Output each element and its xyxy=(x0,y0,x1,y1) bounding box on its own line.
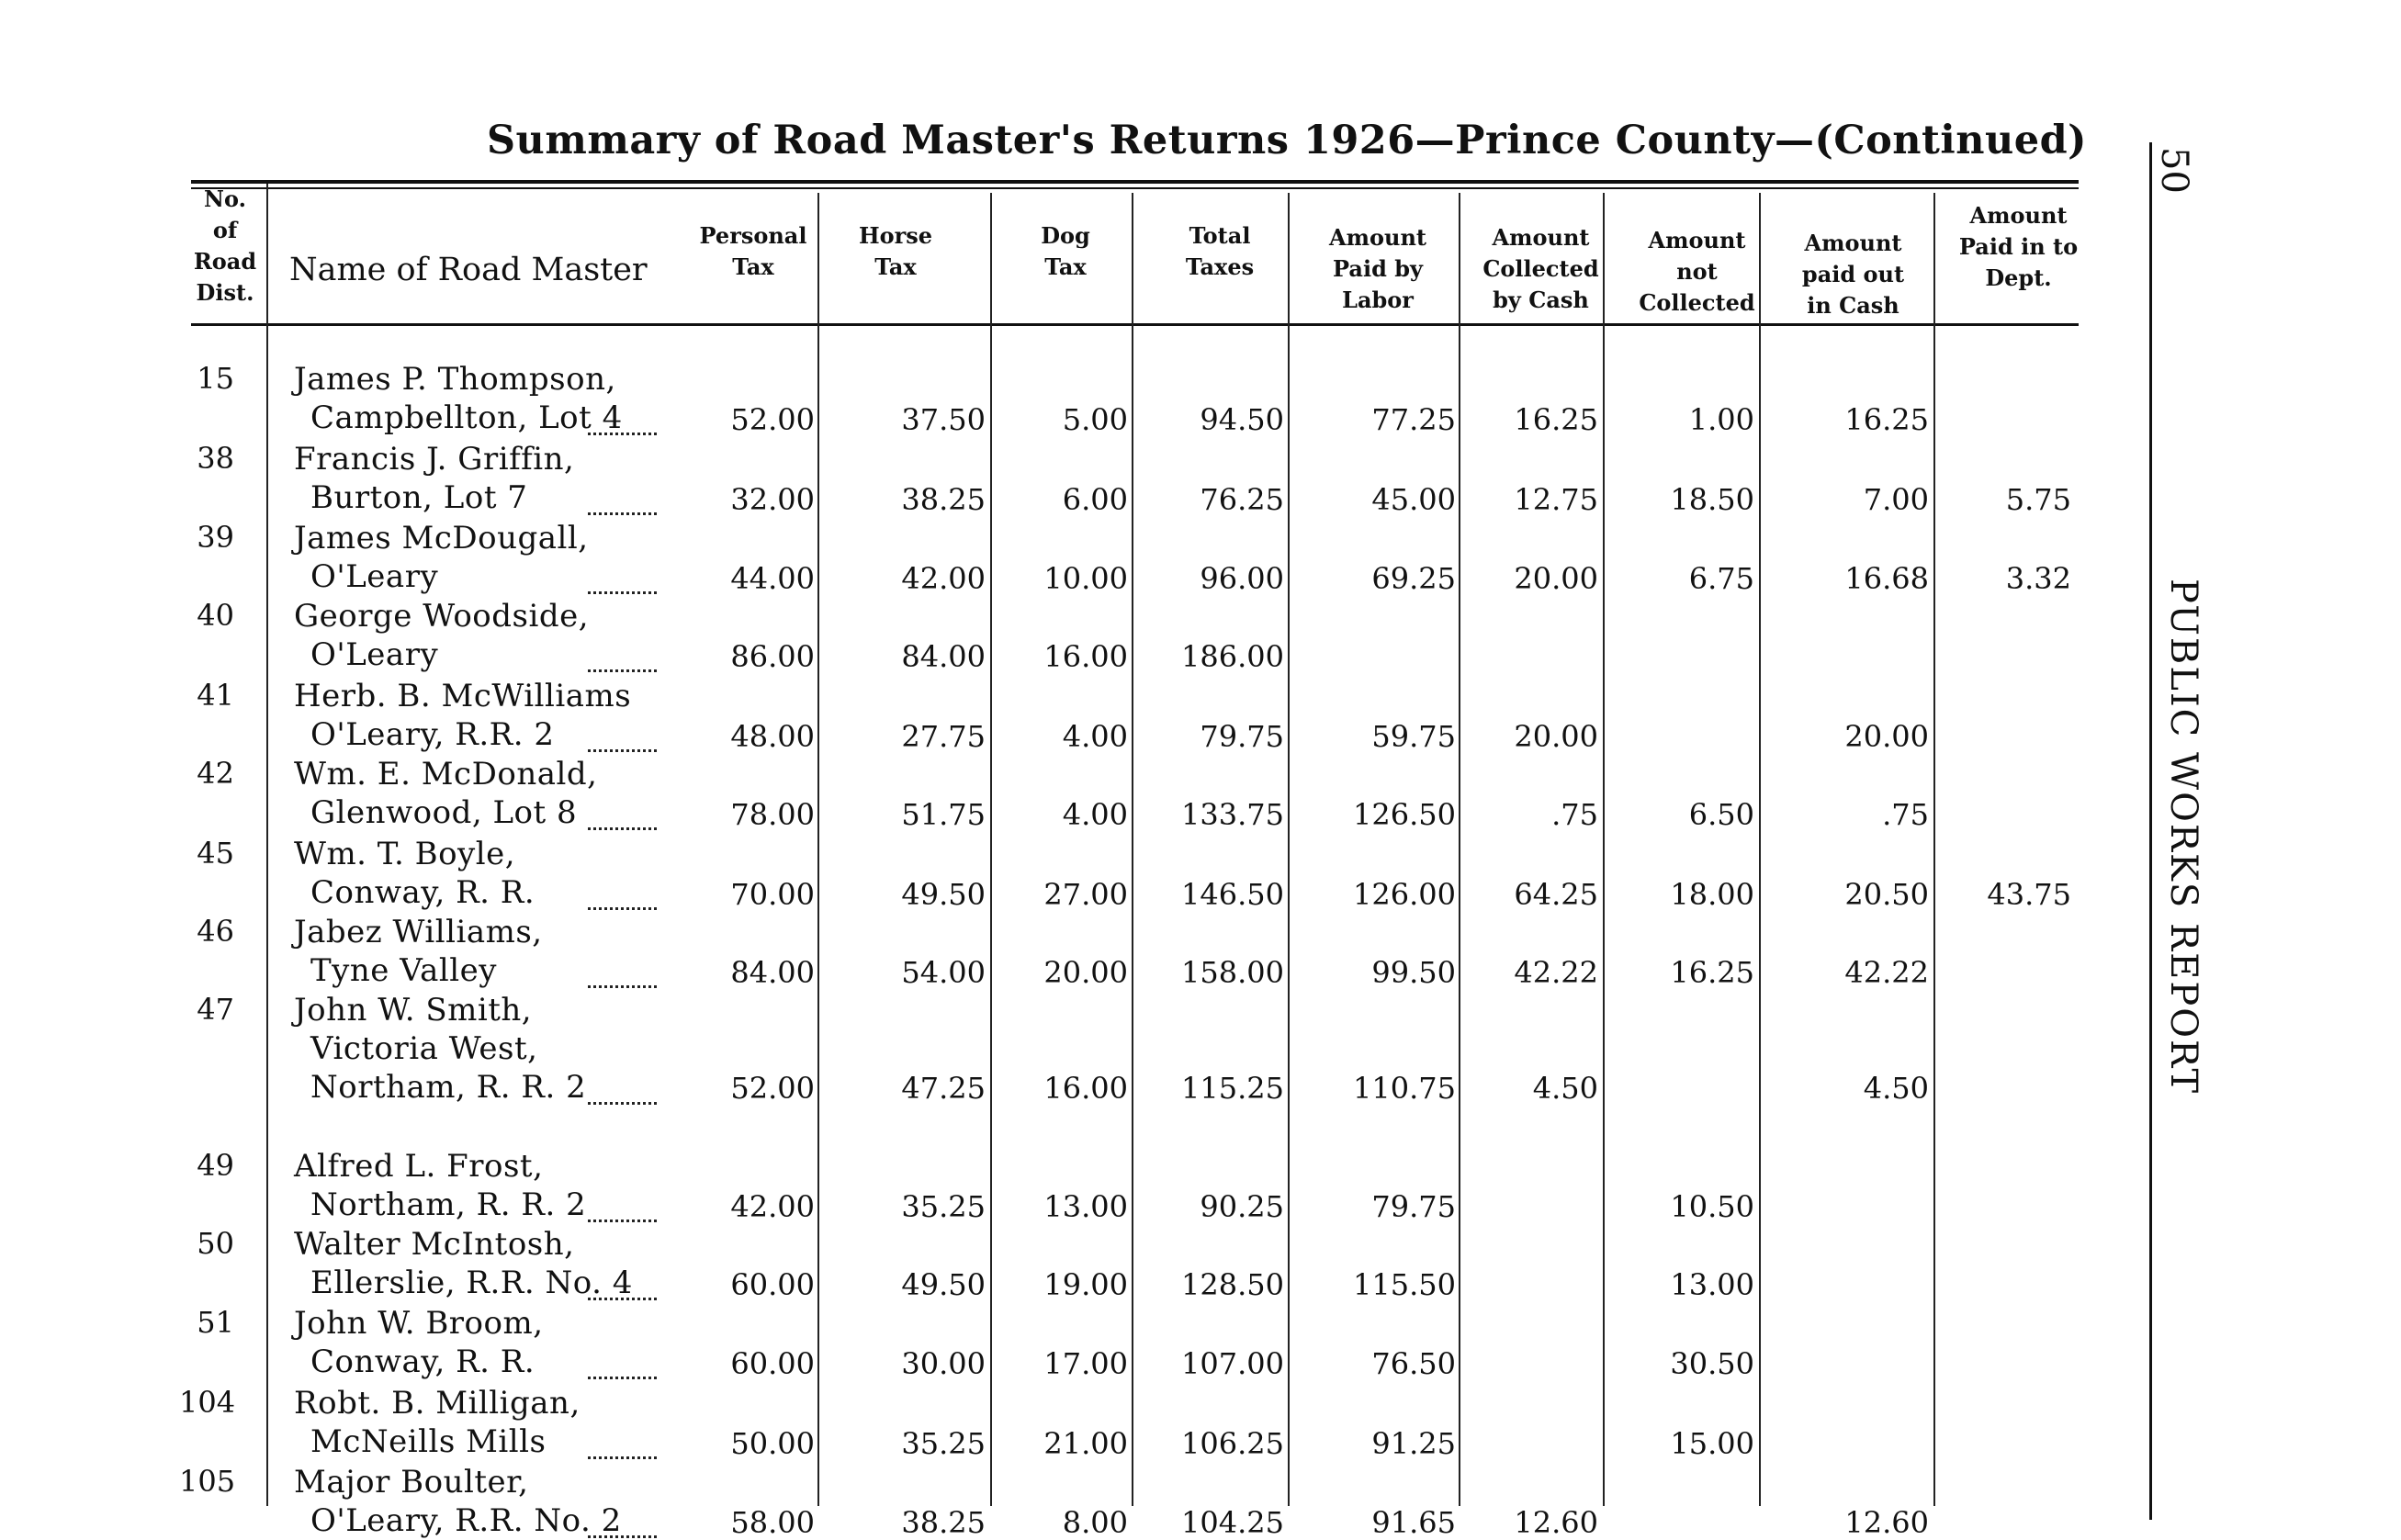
road-master-name: Jabez Williams, xyxy=(294,914,543,950)
cell-total: 115.25 xyxy=(1181,1071,1284,1106)
road-master-name: Herb. B. McWilliams xyxy=(294,678,632,714)
cell-total: 128.50 xyxy=(1181,1267,1284,1302)
cell-horse: 30.00 xyxy=(901,1346,986,1381)
cell-collected: 4.50 xyxy=(1532,1071,1598,1106)
cell-personal: 60.00 xyxy=(730,1346,815,1381)
road-master-name: Wm. E. McDonald, xyxy=(294,756,598,792)
road-master-address: Tyne Valley xyxy=(310,952,497,989)
cell-collected: 64.25 xyxy=(1514,877,1598,912)
cell-collected: .75 xyxy=(1551,797,1598,832)
road-master-address: O'Leary, R.R. 2 xyxy=(310,716,555,753)
column-divider xyxy=(1603,193,1605,1506)
cell-horse: 35.25 xyxy=(901,1426,986,1461)
road-master-name: Alfred L. Frost, xyxy=(294,1148,544,1185)
leader-dots xyxy=(588,1377,657,1379)
road-district-number: 104 xyxy=(179,1385,236,1420)
cell-dog: 27.00 xyxy=(1043,877,1128,912)
cell-horse: 38.25 xyxy=(901,482,986,517)
cell-labor: 79.75 xyxy=(1371,1189,1456,1224)
header-not-collected: Amount not Collected xyxy=(1639,227,1755,316)
cell-paid-out: 20.50 xyxy=(1844,877,1929,912)
cell-total: 96.00 xyxy=(1200,561,1284,596)
header-top-rule xyxy=(191,180,2079,184)
road-district-number: 51 xyxy=(197,1305,234,1340)
cell-horse: 47.25 xyxy=(901,1071,986,1106)
cell-labor: 45.00 xyxy=(1371,482,1456,517)
cell-dog: 6.00 xyxy=(1062,482,1128,517)
cell-not-collected: 1.00 xyxy=(1688,402,1754,437)
cell-paid-out: 16.68 xyxy=(1844,561,1929,596)
road-master-address: Victoria West, xyxy=(310,1030,538,1067)
header-paid-by-labor: Amount Paid by Labor xyxy=(1328,224,1426,313)
road-district-number: 39 xyxy=(197,520,234,555)
cell-horse: 35.25 xyxy=(901,1189,986,1224)
road-master-address: Campbellton, Lot 4 xyxy=(310,399,623,436)
cell-personal: 60.00 xyxy=(730,1267,815,1302)
road-master-address: O'Leary xyxy=(310,558,439,595)
header-personal-tax: Personal Tax xyxy=(699,222,807,280)
road-district-number: 47 xyxy=(197,992,234,1027)
side-title: PUBLIC WORKS REPORT xyxy=(2162,579,2204,1096)
leader-dots xyxy=(588,827,657,830)
cell-personal: 44.00 xyxy=(730,561,815,596)
cell-total: 186.00 xyxy=(1181,639,1284,674)
road-master-name: George Woodside, xyxy=(294,598,590,635)
road-master-name: James McDougall, xyxy=(294,520,589,556)
road-district-number: 42 xyxy=(197,756,234,791)
header-total-taxes: Total Taxes xyxy=(1185,222,1255,280)
cell-not-collected: 30.50 xyxy=(1670,1346,1754,1381)
cell-not-collected: 18.00 xyxy=(1670,877,1754,912)
cell-personal: 50.00 xyxy=(730,1426,815,1461)
cell-not-collected: 6.50 xyxy=(1688,797,1754,832)
cell-dog: 4.00 xyxy=(1062,719,1128,754)
cell-paid-out: .75 xyxy=(1882,797,1929,832)
leader-dots xyxy=(588,1220,657,1222)
road-master-name: Wm. T. Boyle, xyxy=(294,836,516,872)
cell-labor: 99.50 xyxy=(1371,955,1456,990)
margin-bar xyxy=(2149,142,2152,1520)
leader-dots xyxy=(588,1535,657,1538)
cell-total: 106.25 xyxy=(1181,1426,1284,1461)
cell-dog: 10.00 xyxy=(1043,561,1128,596)
cell-not-collected: 16.25 xyxy=(1670,955,1754,990)
page-title: Summary of Road Master's Returns 1926—Prince County—(Continued) xyxy=(487,118,2088,163)
cell-total: 79.75 xyxy=(1200,719,1284,754)
column-divider xyxy=(1759,193,1761,1506)
road-district-number: 41 xyxy=(197,678,234,713)
cell-total: 107.00 xyxy=(1181,1346,1284,1381)
leader-dots xyxy=(588,749,657,752)
cell-dog: 16.00 xyxy=(1043,639,1128,674)
cell-collected: 16.25 xyxy=(1514,402,1598,437)
leader-dots xyxy=(588,1102,657,1105)
cell-horse: 38.25 xyxy=(901,1505,986,1540)
cell-dog: 4.00 xyxy=(1062,797,1128,832)
column-divider xyxy=(817,193,819,1506)
cell-dog: 5.00 xyxy=(1062,402,1128,437)
cell-labor: 126.50 xyxy=(1353,797,1456,832)
leader-dots xyxy=(588,433,657,435)
road-master-address: Burton, Lot 7 xyxy=(310,479,528,516)
cell-labor: 77.25 xyxy=(1371,402,1456,437)
road-district-number: 50 xyxy=(197,1226,234,1261)
cell-paid-out: 12.60 xyxy=(1844,1505,1929,1540)
cell-horse: 49.50 xyxy=(901,877,986,912)
column-divider xyxy=(1132,193,1133,1506)
road-district-number: 105 xyxy=(179,1464,236,1499)
header-paid-to-dept: Amount Paid in to Dept. xyxy=(1958,202,2079,291)
cell-personal: 52.00 xyxy=(730,1071,815,1106)
cell-dog: 21.00 xyxy=(1043,1426,1128,1461)
cell-horse: 42.00 xyxy=(901,561,986,596)
cell-labor: 126.00 xyxy=(1353,877,1456,912)
header-collected-by-cash: Amount Collected by Cash xyxy=(1482,224,1599,313)
cell-horse: 49.50 xyxy=(901,1267,986,1302)
road-master-address-line2: Northam, R. R. 2 xyxy=(310,1069,587,1106)
road-master-name: Francis J. Griffin, xyxy=(294,441,575,478)
leader-dots xyxy=(588,512,657,515)
road-district-number: 15 xyxy=(197,361,234,396)
cell-labor: 110.75 xyxy=(1353,1071,1456,1106)
leader-dots xyxy=(588,907,657,910)
cell-collected: 20.00 xyxy=(1514,719,1598,754)
column-divider xyxy=(990,193,992,1506)
cell-paid-out: 4.50 xyxy=(1863,1071,1929,1106)
cell-labor: 69.25 xyxy=(1371,561,1456,596)
header-horse-tax: Horse Tax xyxy=(858,222,933,280)
road-district-number: 40 xyxy=(197,598,234,633)
road-district-number: 38 xyxy=(197,441,234,476)
cell-horse: 27.75 xyxy=(901,719,986,754)
cell-total: 146.50 xyxy=(1181,877,1284,912)
road-master-address: Conway, R. R. xyxy=(310,1343,535,1380)
header-bottom-rule xyxy=(191,323,2079,326)
road-master-name: John W. Smith, xyxy=(294,992,533,1029)
road-master-address: Northam, R. R. 2 xyxy=(310,1186,587,1223)
cell-not-collected: 13.00 xyxy=(1670,1267,1754,1302)
cell-paid-out: 42.22 xyxy=(1844,955,1929,990)
leader-dots xyxy=(588,985,657,988)
road-master-address: O'Leary xyxy=(310,636,439,673)
column-divider xyxy=(1933,193,1935,1506)
cell-not-collected: 18.50 xyxy=(1670,482,1754,517)
cell-horse: 84.00 xyxy=(901,639,986,674)
column-divider xyxy=(266,184,268,1506)
cell-personal: 32.00 xyxy=(730,482,815,517)
cell-total: 94.50 xyxy=(1200,402,1284,437)
road-master-name: John W. Broom, xyxy=(294,1305,544,1342)
cell-total: 133.75 xyxy=(1181,797,1284,832)
cell-dog: 13.00 xyxy=(1043,1189,1128,1224)
column-divider xyxy=(1459,193,1460,1506)
cell-total: 90.25 xyxy=(1200,1189,1284,1224)
cell-total: 158.00 xyxy=(1181,955,1284,990)
road-master-name: James P. Thompson, xyxy=(294,361,616,398)
cell-labor: 76.50 xyxy=(1371,1346,1456,1381)
cell-total: 104.25 xyxy=(1181,1505,1284,1540)
road-district-number: 45 xyxy=(197,836,234,871)
road-master-address: Conway, R. R. xyxy=(310,874,535,911)
page-number: 50 xyxy=(2153,147,2195,194)
cell-collected: 12.60 xyxy=(1514,1505,1598,1540)
header-dog-tax: Dog Tax xyxy=(1041,222,1090,280)
leader-dots xyxy=(588,1298,657,1300)
header-top-rule-2 xyxy=(191,187,2079,189)
leader-dots xyxy=(588,591,657,594)
cell-dog: 17.00 xyxy=(1043,1346,1128,1381)
cell-personal: 78.00 xyxy=(730,797,815,832)
leader-dots xyxy=(588,1456,657,1459)
cell-personal: 42.00 xyxy=(730,1189,815,1224)
cell-paid-out: 20.00 xyxy=(1844,719,1929,754)
cell-not-collected: 10.50 xyxy=(1670,1189,1754,1224)
cell-horse: 37.50 xyxy=(901,402,986,437)
cell-labor: 115.50 xyxy=(1353,1267,1456,1302)
cell-paid-out: 7.00 xyxy=(1863,482,1929,517)
cell-personal: 48.00 xyxy=(730,719,815,754)
cell-personal: 52.00 xyxy=(730,402,815,437)
header-name: Name of Road Master xyxy=(289,252,648,288)
cell-collected: 20.00 xyxy=(1514,561,1598,596)
cell-collected: 42.22 xyxy=(1514,955,1598,990)
road-master-name: Robt. B. Milligan, xyxy=(294,1385,581,1422)
cell-personal: 86.00 xyxy=(730,639,815,674)
column-divider xyxy=(1288,193,1290,1506)
road-district-number: 49 xyxy=(197,1148,234,1183)
road-district-number: 46 xyxy=(197,914,234,949)
road-master-address: Glenwood, Lot 8 xyxy=(310,794,578,831)
cell-not-collected: 6.75 xyxy=(1688,561,1754,596)
cell-personal: 70.00 xyxy=(730,877,815,912)
cell-labor: 91.65 xyxy=(1371,1505,1456,1540)
cell-dog: 16.00 xyxy=(1043,1071,1128,1106)
cell-horse: 51.75 xyxy=(901,797,986,832)
road-master-name: Walter McIntosh, xyxy=(294,1226,575,1263)
cell-dog: 20.00 xyxy=(1043,955,1128,990)
leader-dots xyxy=(588,669,657,672)
header-paid-out-cash: Amount paid out in Cash xyxy=(1801,230,1905,319)
cell-paid-out: 16.25 xyxy=(1844,402,1929,437)
cell-horse: 54.00 xyxy=(901,955,986,990)
cell-total: 76.25 xyxy=(1200,482,1284,517)
cell-dept: 3.32 xyxy=(2005,561,2071,596)
road-master-address: Ellerslie, R.R. No. 4 xyxy=(310,1265,633,1301)
cell-personal: 84.00 xyxy=(730,955,815,990)
road-master-address: O'Leary, R.R. No. 2 xyxy=(310,1502,622,1539)
cell-dog: 19.00 xyxy=(1043,1267,1128,1302)
cell-labor: 59.75 xyxy=(1371,719,1456,754)
cell-dept: 5.75 xyxy=(2005,482,2071,517)
road-master-address: McNeills Mills xyxy=(310,1423,547,1460)
cell-not-collected: 15.00 xyxy=(1670,1426,1754,1461)
cell-dept: 43.75 xyxy=(1987,877,2071,912)
cell-dog: 8.00 xyxy=(1062,1505,1128,1540)
header-road-dist: No. of Road Dist. xyxy=(193,185,257,306)
road-master-name: Major Boulter, xyxy=(294,1464,529,1501)
cell-labor: 91.25 xyxy=(1371,1426,1456,1461)
cell-personal: 58.00 xyxy=(730,1505,815,1540)
cell-collected: 12.75 xyxy=(1514,482,1598,517)
